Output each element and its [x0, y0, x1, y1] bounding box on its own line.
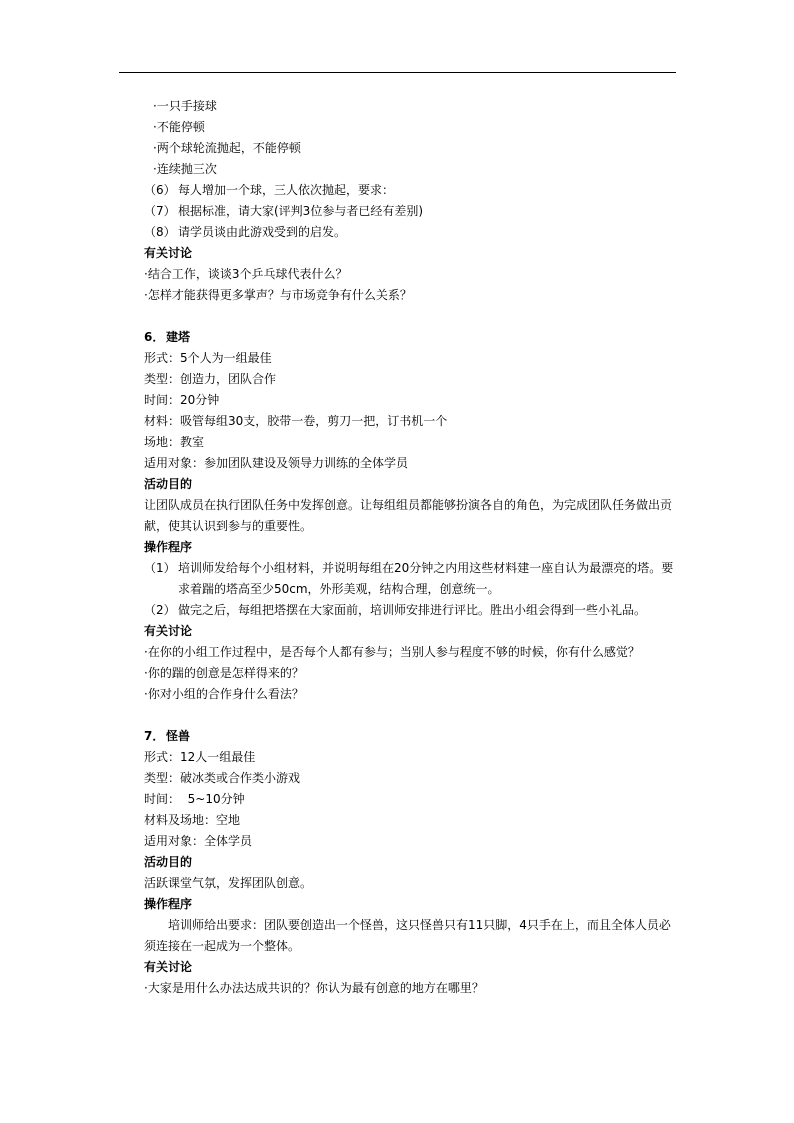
section-title — [144, 327, 678, 348]
info-type: 类型：创造力，团队合作 — [144, 372, 277, 386]
info-type: 类型：破冰类或合作类小游戏 — [144, 771, 301, 785]
bullet-item: ·一只手接球 — [153, 99, 217, 113]
info-time: 时间：20分钟 — [144, 393, 220, 407]
step-text: 做完之后，每组把塔摆在大家面前，培训师安排进行评比。胜出小组会得到一些小礼品。 — [178, 603, 647, 617]
document-body — [144, 96, 678, 999]
purpose-heading: 活动目的 — [144, 477, 193, 491]
header-rule — [119, 72, 676, 73]
procedure-step — [144, 558, 678, 579]
purpose-text: 让团队成员在执行团队任务中发挥创意。让每组组员都能够扮演各自的角色，为完成团队任务做出贡献，使其认识到参与的重要性。 — [144, 498, 673, 533]
bullet-item: ·连续抛三次 — [153, 162, 217, 176]
procedure-text: 培训师给出要求：团队要创造出一个怪兽，这只怪兽只有11只脚，4只手在上，而且全体人员必须连接在一起成为一个整体。 — [144, 918, 671, 953]
bullet-item: ·不能停顿 — [153, 120, 205, 134]
discussion-heading: 有关讨论 — [144, 246, 193, 260]
step-text: 根据标准，请大家(评判3位参与者已经有差别) — [178, 204, 423, 218]
step-text: 请学员谈由此游戏受到的启发。 — [178, 225, 347, 239]
info-materials-venue: 材料及场地：空地 — [144, 813, 241, 827]
section-name: 建塔 — [166, 330, 191, 344]
discussion-item: ·大家是用什么办法达成共识的？你认为最有创意的地方在哪里？ — [144, 981, 484, 995]
discussion-item: ·怎样才能获得更多掌声？与市场竞争有什么关系？ — [144, 288, 412, 302]
info-audience: 适用对象：全体学员 — [144, 834, 253, 848]
step-item — [144, 180, 678, 201]
discussion-item: ·你对小组的合作身什么看法？ — [144, 687, 304, 701]
discussion-heading: 有关讨论 — [144, 960, 193, 974]
step-number: （1） — [144, 561, 176, 575]
step-number: （6） — [144, 183, 176, 197]
purpose-heading: 活动目的 — [144, 855, 193, 869]
info-venue: 场地：教室 — [144, 435, 205, 449]
section-title — [144, 726, 678, 747]
step-text: 培训师发给每个小组材料，并说明每组在20分钟之内用这些材料建一座自认为最漂亮的塔。要 — [178, 561, 674, 575]
info-form: 形式：12人一组最佳 — [144, 750, 256, 764]
discussion-item: ·你的踹的创意是怎样得来的？ — [144, 666, 304, 680]
info-audience: 适用对象：参加团队建设及领导力训练的全体学员 — [144, 456, 409, 470]
procedure-heading: 操作程序 — [144, 897, 193, 911]
info-materials: 材料：吸管每组30支，胶带一卷，剪刀一把，订书机一个 — [144, 414, 448, 428]
step-item — [144, 222, 678, 243]
discussion-heading: 有关讨论 — [144, 624, 193, 638]
step-number: （2） — [144, 603, 176, 617]
procedure-step — [144, 600, 678, 621]
step-item — [144, 201, 678, 222]
procedure-step-continuation: 求着踹的塔高至少50cm，外形美观，结构合理，创意统一。 — [178, 582, 500, 596]
info-time: 时间： 5~10分钟 — [144, 792, 245, 806]
discussion-item: ·在你的小组工作过程中，是否每个人都有参与；当别人参与程度不够的时候，你有什么感觉？ — [144, 645, 640, 659]
section-number: 6． — [144, 330, 165, 344]
step-number: （7） — [144, 204, 176, 218]
info-form: 形式：5个人为一组最佳 — [144, 351, 272, 365]
step-text: 每人增加一个球，三人依次抛起，要求： — [178, 183, 395, 197]
section-name: 怪兽 — [166, 729, 191, 743]
purpose-text: 活跃课堂气氛，发挥团队创意。 — [144, 876, 313, 890]
step-number: （8） — [144, 225, 176, 239]
bullet-item: ·两个球轮流抛起，不能停顿 — [153, 141, 301, 155]
section-number: 7． — [144, 729, 165, 743]
procedure-heading: 操作程序 — [144, 540, 193, 554]
discussion-item: ·结合工作，谈谈3个乒乓球代表什么？ — [144, 267, 348, 281]
